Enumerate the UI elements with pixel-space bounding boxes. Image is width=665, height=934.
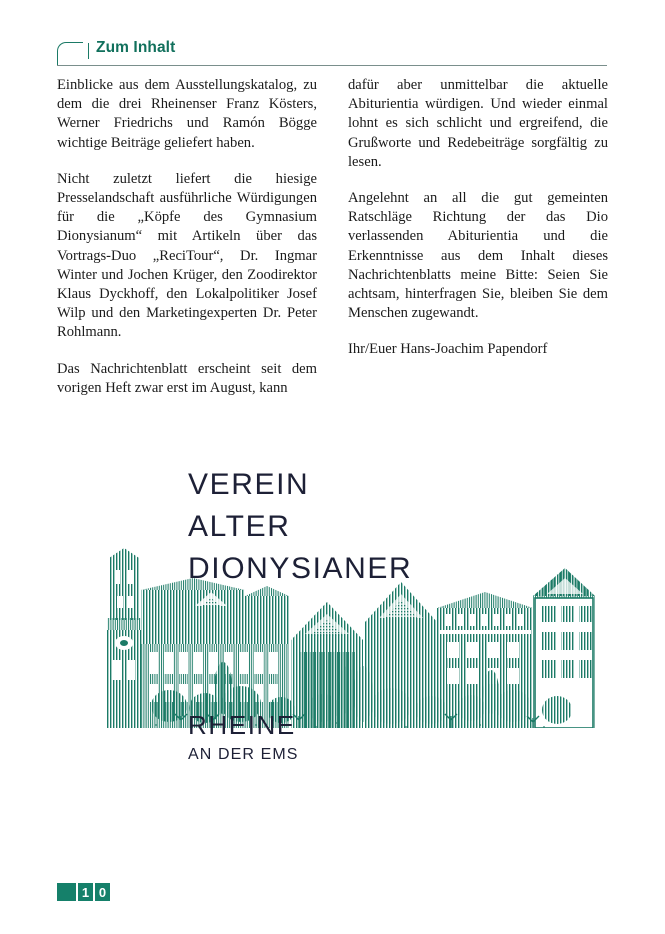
logo-line-alter: ALTER <box>188 510 291 543</box>
paragraph: dafür aber unmittelbar die aktuelle Abiturientia würdigen. Und wieder einmal lohnt es sich schlicht und ergreifend, die Grußworte und Redebeiträge sorgfältig zu lesen. <box>348 77 608 170</box>
paragraph: Angelehnt an all die gut gemeinten Ratschläge Richtung der das Dio verlassenden Abiturientia und die Erkenntnisse aus dem Inhalt dieses Nachrichtenblatts meine Bitte: Seien Sie achtsam, hinterfragen Sie, bleiben Sie dem Menschen zugewandt. <box>348 190 608 322</box>
page-number-digit: 1 <box>78 883 93 901</box>
article-body <box>57 76 608 398</box>
paragraph: Das Nachrichtenblatt erscheint seit dem vorigen Heft zwar erst im August, kann <box>57 360 317 396</box>
paragraph: Einblicke aus dem Ausstellungskatalog, zu dem die drei Rheinenser Franz Kösters, Werner Friedrichs und Ramón Bögge wichtige Beiträge geliefert haben. <box>57 77 317 151</box>
right-column <box>348 76 608 398</box>
association-logo <box>57 448 608 788</box>
logo-line-rheine: RHEINE <box>188 710 296 740</box>
page-number-block <box>57 883 76 901</box>
vertical-tick-icon <box>88 43 89 59</box>
header-divider <box>57 65 607 66</box>
section-header <box>57 38 607 66</box>
logo-line-dionysianer: DIONYSIANER <box>188 552 413 585</box>
page-number-footer <box>57 883 110 901</box>
paragraph: Nicht zuletzt liefert die hiesige Presselandschaft ausführliche Würdigungen für die „Köpfe des Gymnasium Dionysianum“ mit Artikeln über das Vortrags-Duo „ReciTour“, Dr. Ingmar Winter und Jochen Krüger, den Zoodirektor Klaus Dyckhoff, den Lokalpolitiker Josef Wilp und den Marketingexperten Dr. Peter Rohlmann. <box>57 170 317 341</box>
rounded-corner-bracket-icon <box>57 42 83 65</box>
signature-line: Ihr/Euer Hans-Joachim Papendorf <box>348 341 548 358</box>
page-number-digit: 0 <box>95 883 110 901</box>
section-title: Zum Inhalt <box>96 39 176 56</box>
logo-line-verein: VEREIN <box>188 468 310 501</box>
logo-line-an-der-ems: AN DER EMS <box>188 746 299 763</box>
left-column <box>57 76 317 398</box>
rheine-townscape-engraving <box>95 548 595 728</box>
